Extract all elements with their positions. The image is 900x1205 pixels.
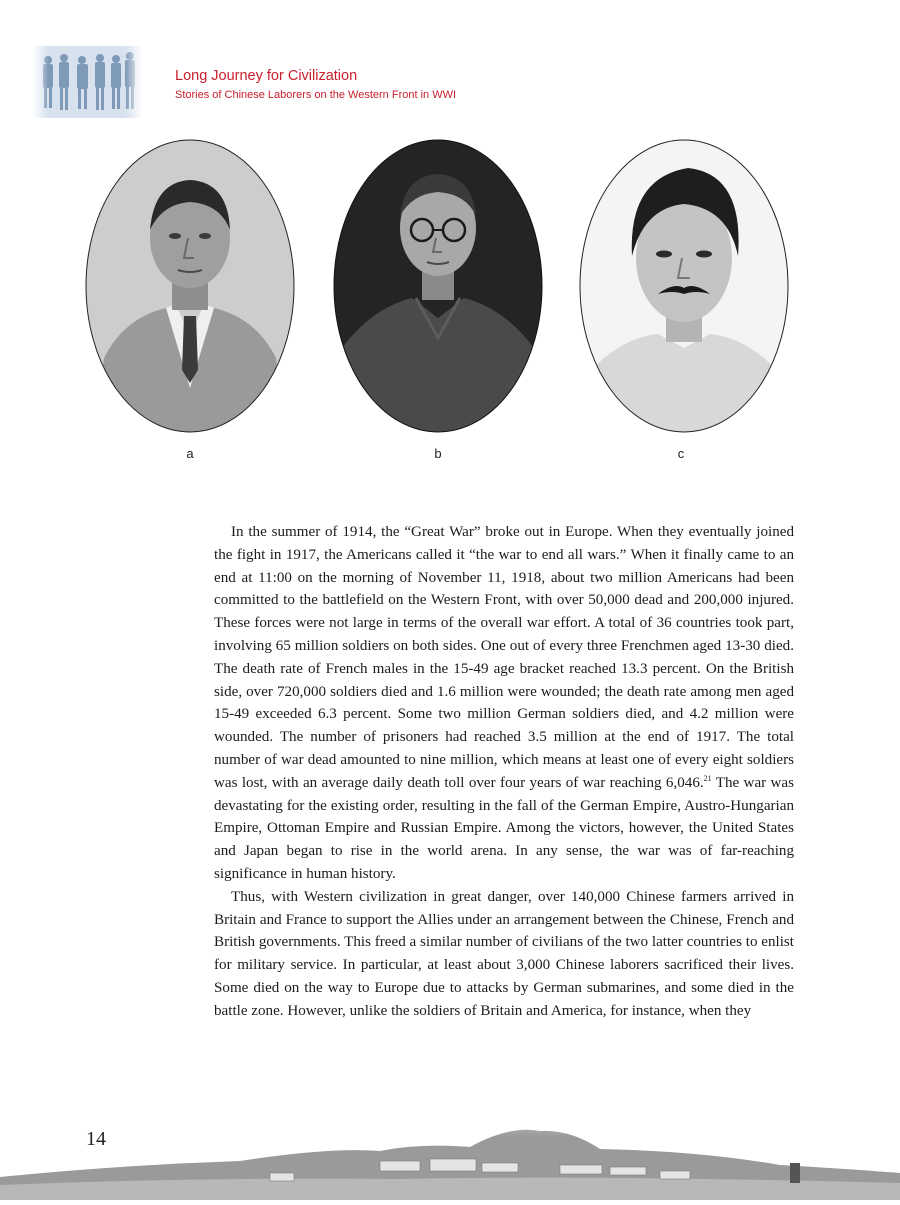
article-body bbox=[214, 521, 794, 1023]
caption-b: b bbox=[434, 446, 442, 461]
paragraph-1-continued: The war was devastating for the existing order, resulting in the fall of the German Empire, Austro-Hungarian Empire, Ottoman Empire and Russian Empire. Among the victors, however, the United States and Japan began to rise in the world arena. In any sense, the war was of far-reaching significance in human history. bbox=[214, 774, 794, 882]
paragraph-2: Thus, with Western civilization in great danger, over 140,000 Chinese farmers arrived in Britain and France to support the Allies under an arrangement between the Chinese, French and British governments. This freed a similar number of civilians of the two latter countries to enlist for military service. In particular, at least about 3,000 Chinese laborers sacrificed their lives. Some died on the way to Europe due to attacks by German submarines, and some died in the battle zone. However, unlike the soldiers of Britain and America, for instance, when they bbox=[214, 888, 794, 1019]
coastal-landscape-image bbox=[0, 1085, 900, 1200]
paragraph-1-text: In the summer of 1914, the “Great War” broke out in Europe. When they eventually joined the fight in 1917, the Americans called it “the war to end all wars.” When it finally came to an end at 11:00 on the morning of November 11, 1918, about two million Americans had been committed to the battlefield on the Western Front, with over 50,000 dead and 200,000 injured. These forces were not large in terms of the overall war effort. A total of 36 countries took part, involving 65 million soldiers on both sides. One out of every three Frenchmen aged 13-30 died. The death rate of French males in the 15-49 age bracket reached 13.3 percent. On the British side, over 720,000 soldiers died and 1.6 million were wounded; the death rate among men aged 15-49 exceeded 6.3 percent. Some two million German soldiers died, and 4.2 million were wounded. The number of prisoners had reached 3.5 million at the end of 1917. The total number of war dead amounted to nine million, which means at least one of every eight soldiers was lost, with an average daily death toll over four years of war reaching 6,046. bbox=[214, 524, 794, 791]
caption-a: a bbox=[186, 446, 194, 461]
portrait-a bbox=[84, 138, 296, 434]
header-group-photo bbox=[32, 46, 142, 118]
portrait-b bbox=[332, 138, 544, 434]
caption-c: c bbox=[677, 446, 685, 461]
page-number: 14 bbox=[86, 1128, 106, 1150]
portrait-c bbox=[578, 138, 790, 434]
footnote-ref: 21 bbox=[703, 773, 712, 783]
book-title: Long Journey for Civilization bbox=[175, 68, 358, 84]
paragraph-1 bbox=[214, 521, 794, 886]
book-subtitle: Stories of Chinese Laborers on the Western Front in WWI bbox=[175, 89, 457, 101]
